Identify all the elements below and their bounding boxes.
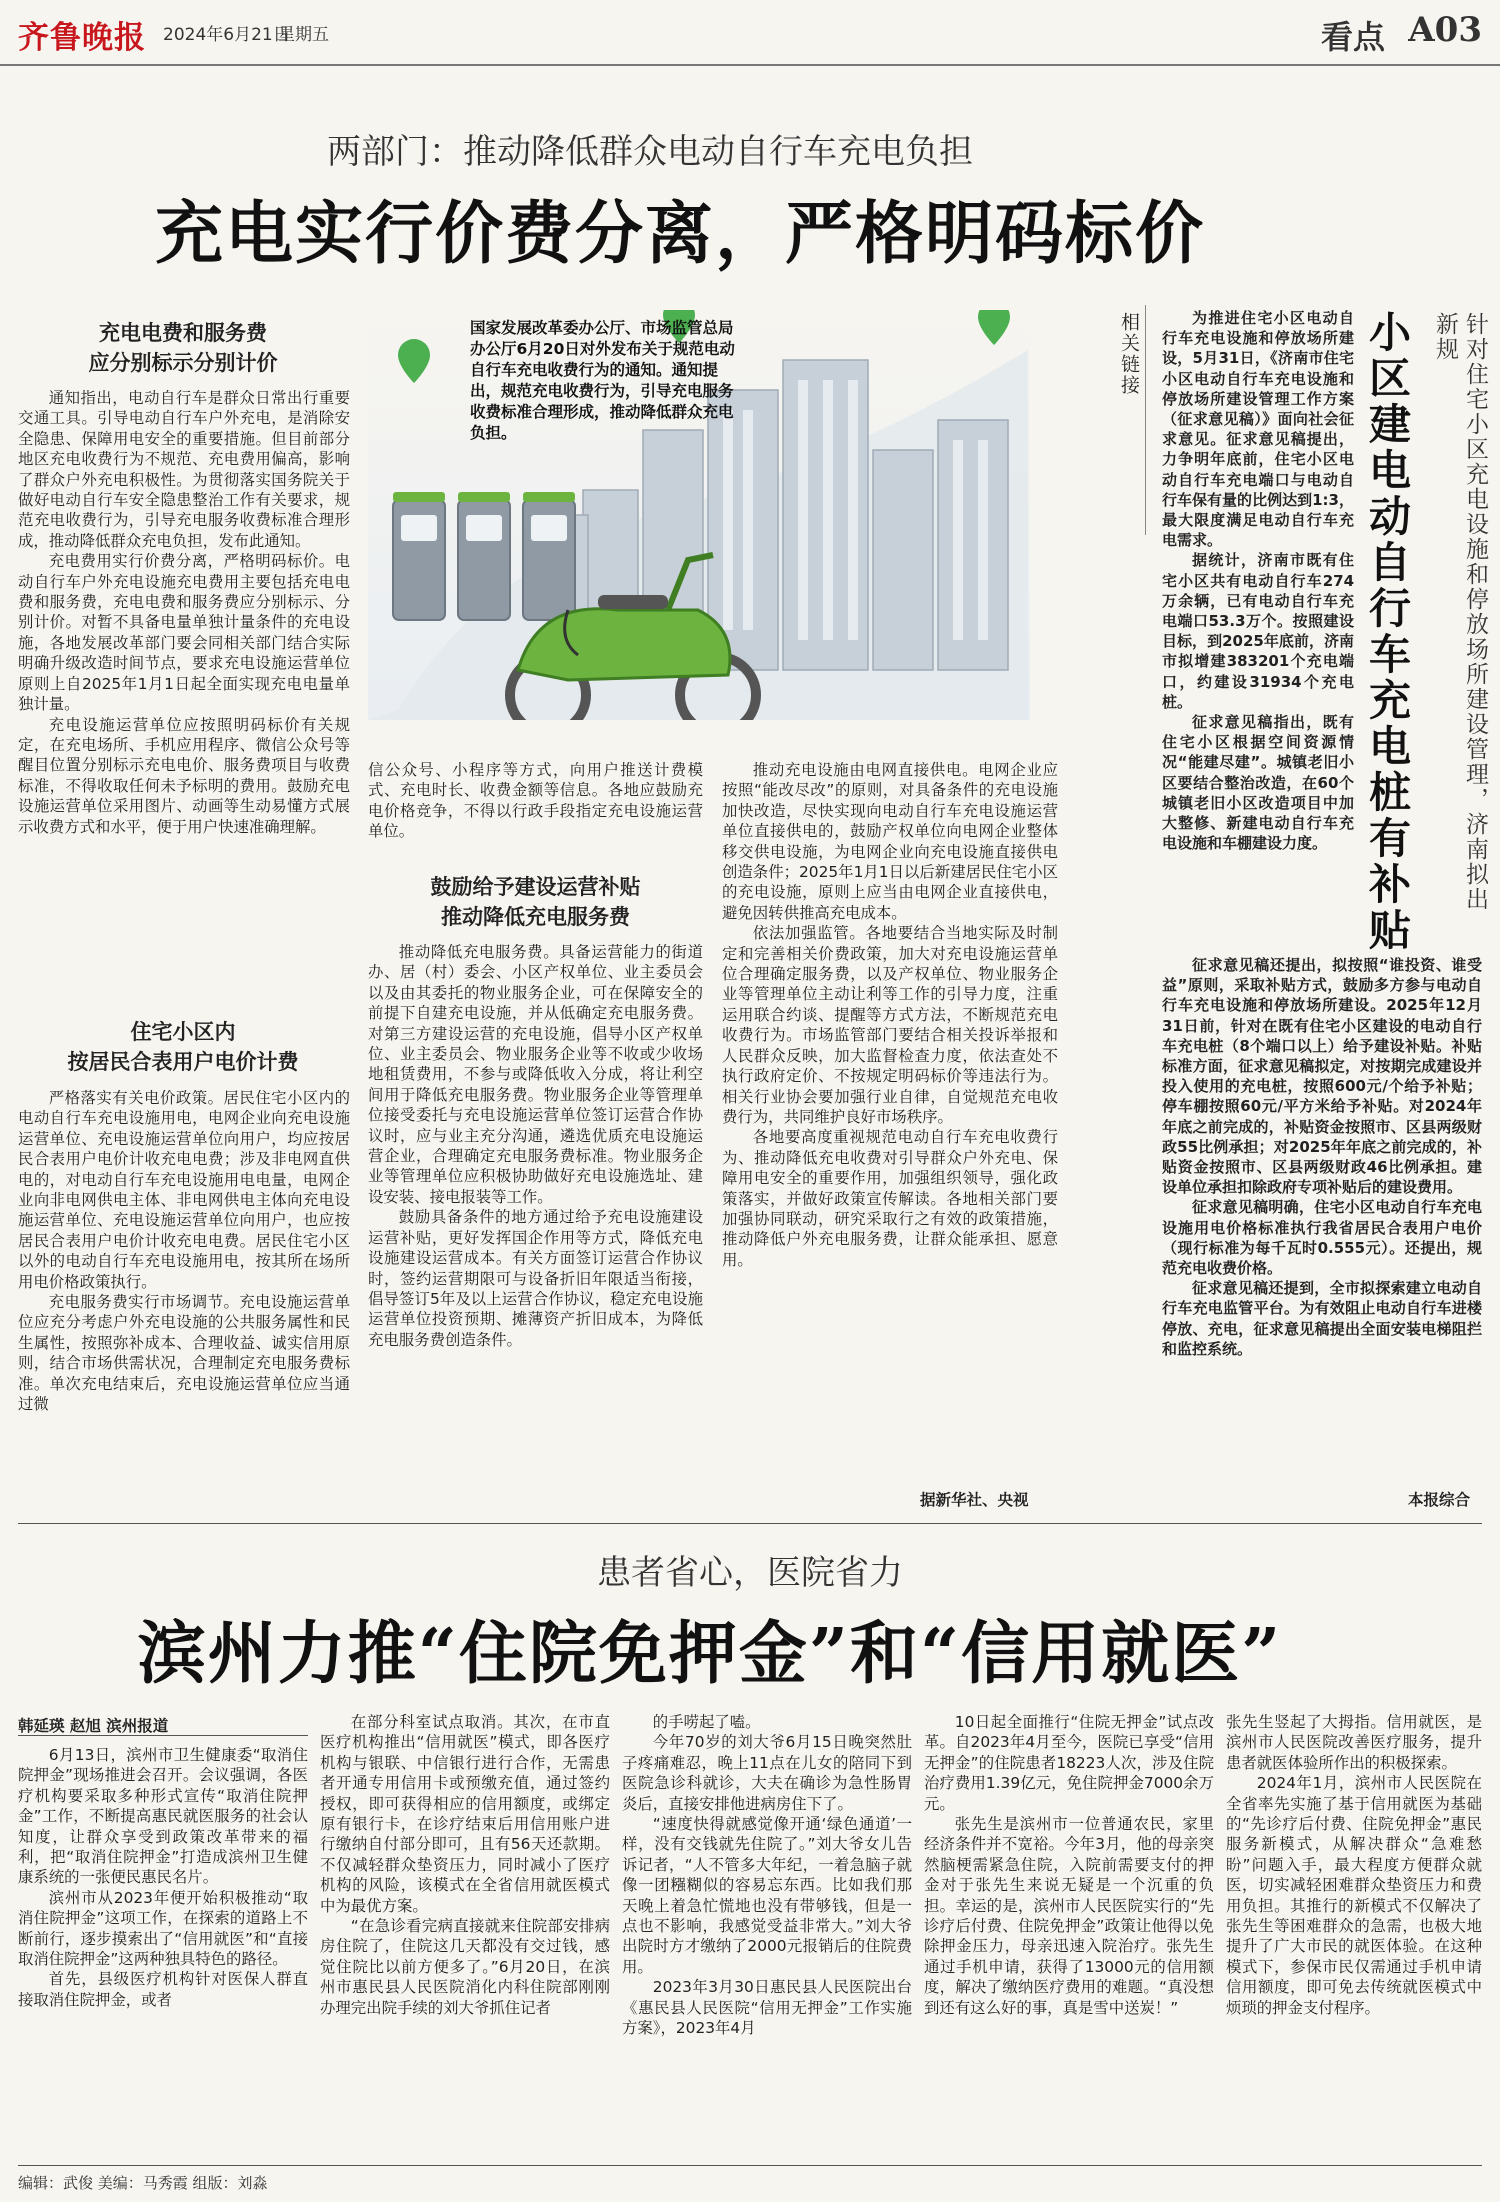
paragraph: 在部分科室试点取消。其次，在市直医疗机构推出“信用就医”模式，即各医疗机构与银联、中信银行进行合作，无需患者开通专用信用卡或预缴充值，通过签约授权，即可获得相应的信用额度，或绑定原有银行卡，在诊疗结束后用信用账户进行缴纳自付部分即可，且有56天还款期。不仅减轻群众垫资压力，同时减小了医疗机构的风险，该模式在全省信用就医模式中为最优方案。: [320, 1713, 610, 1915]
paragraph: 滨州市从2023年便开始积极推动“取消住院押金”这项工作，在探索的道路上不断前行，逐步摸索出了“信用就医”和“直接取消住院押金”这两种独具特色的路径。: [18, 1888, 308, 1969]
newspaper-logo: 齐鲁晚报: [18, 20, 146, 56]
article1-subhead-1: 充电电费和服务费 应分别标示分别计价: [88, 320, 278, 375]
article2-byline: 韩延瑛 赵旭 滨州报道: [18, 1717, 169, 1735]
sidebar-byline: 本报综合: [1408, 1491, 1471, 1509]
paragraph: 推动降低充电服务费。具备运营能力的街道办、居（村）委会、小区产权单位、业主委员会以及由其委托的物业服务企业，可在保障安全的前提下自建充电设施，并从低确定充电服务费。对第三方建设运营的充电设施，倡导小区产权单位、业主委员会、物业服务企业等不收或少收场地租赁费用，不参与或降低收入分成，将让利空间用于降低充电服务费。物业服务企业等管理单位接受委托与充电设施运营单位签订运营合作协议时，应与业主充分沟通，遴选优质充电设施运营企业，合理确定充电服务费标准。物业服务企业等管理单位应积极协助做好充电设施选址、建设安装、接电报装等工作。: [368, 943, 703, 1206]
paragraph: 充电费用实行价费分离，严格明码标价。电动自行车户外充电设施充电费用主要包括充电电费和服务费，充电电费和服务费应分别标示、分别计价。对暂不具备电量单独计量条件的充电设施，各地发展改革部门要会同相关部门结合实际明确升级改造时间节点，要求充电设施运营单位原则上自2025年1月1日起全面实现充电电量单独计量。: [18, 552, 350, 714]
paragraph: 充电服务费实行市场调节。充电设施运营单位应充分考虑户外充电设施的公共服务属性和民生属性，按照弥补成本、合理收益、诚实信用原则，结合市场供需状况，合理制定充电服务费标准。单次充电结束后，充电设施运营单位应当通过微: [18, 1293, 350, 1414]
article2-headline: 滨州力推“住院免押金”和“信用就医”: [137, 1614, 1283, 1694]
paragraph: 征求意见稿还提出，拟按照“谁投资、谁受益”原则，采取补贴方式，鼓励多方参与电动自行车充电设施和停放场所建设。2025年12月31日前，针对在既有住宅小区建设的电动自行车充电桩（8个端口以上）给予建设补贴。补贴标准方面，征求意见稿拟定，对按期完成建设并投入使用的充电桩，按照600元/个给予补贴；停车棚按照60元/平方米给予补贴。对2024年年底之前完成的，补贴资金按照市、区县两级财政55比例承担；对2025年年底之前完成的，补贴资金按照市、区县两级财政46比例承担。建设单位承担扣除政府专项补贴后的建设费用。: [1162, 956, 1482, 1197]
paragraph: 2023年3月30日惠民县人民医院出台《惠民县人民医院“信用无押金”工作实施方案》，2023年4月: [622, 1978, 912, 2038]
paragraph: 10日起全面推行“住院无押金”试点改革。自2023年4月至今，医院已享受“信用无押金”的住院患者18223人次，涉及住院治疗费用1.39亿元，免住院押金7000余万元。: [924, 1713, 1214, 1813]
article2-col1: [18, 1745, 308, 2155]
article1-headline: 充电实行价费分离，严格明码标价: [154, 194, 1205, 274]
section-name: 看点: [1320, 18, 1385, 56]
paragraph: 的手唠起了嗑。: [652, 1713, 761, 1731]
article1-col2-a: [368, 760, 703, 860]
issue-weekday: 星期五: [278, 25, 329, 45]
paragraph: “在急诊看完病直接就来住院部安排病房住院了，住院这几天都没有交过钱，感觉住院比以前方便多了。”6月20日，在滨州市惠民县人民医院消化内科住院部刚刚办理完出院手续的刘大爷抓住记者: [320, 1917, 610, 2017]
article2-col3: [622, 1712, 912, 2155]
sidebar-headline: 小区建电动自行车充电桩有补贴: [1363, 310, 1412, 954]
sidebar-col-a: [1162, 308, 1354, 948]
paragraph: 征求意见稿还提到，全市拟探索建立电动自行车充电监管平台。为有效阻止电动自行车进楼停放、充电，征求意见稿提出全面安装电梯阻拦和监控系统。: [1162, 1279, 1482, 1358]
sidebar-subhead: 针对住宅小区充电设施和停放场所建设管理，济南拟出新规: [1432, 312, 1488, 912]
paragraph: 据统计，济南市既有住宅小区共有电动自行车274万余辆，已有电动自行车充电端口53.3万个。按照建设目标，到2025年底前，济南市拟增建383201个充电端口，约建设31934个充电桩。: [1162, 551, 1354, 711]
page-number: A03: [1408, 10, 1482, 50]
article1-col1-b: [18, 1088, 350, 1513]
paragraph: 征求意见稿明确，住宅小区电动自行车充电设施用电价格标准执行我省居民合表用户电价（现行标准为每千瓦时0.555元）。还提出，规范充电收费价格。: [1162, 1198, 1482, 1278]
article1-subhead-3: 鼓励给予建设运营补贴 推动降低充电服务费: [430, 874, 641, 929]
paragraph: 张先生是滨州市一位普通农民，家里经济条件并不宽裕。今年3月，他的母亲突然脑梗需紧急住院，入院前需要支付的押金对于张先生来说无疑是一个沉重的负担。幸运的是，滨州市人民医院实行的“先诊疗后付费、住院免押金”政策让他得以免除押金压力，母亲迅速入院治疗。张先生通过手机申请，获得了13000元的信用额度，解决了缴纳医疗费用的难题。“真没想到还有这么好的事，真是雪中送炭！”: [924, 1815, 1214, 2017]
article1-col1-a: [18, 388, 350, 998]
paragraph: 信公众号、小程序等方式，向用户推送计费模式、充电时长、收费金额等信息。各地应鼓励充电价格竞争，不得以行政手段指定充电设施运营单位。: [368, 761, 703, 841]
section-divider: [18, 1523, 1482, 1524]
article2-kicker: 患者省心，医院省力: [597, 1553, 903, 1593]
article1-col3: [722, 760, 1058, 1485]
paragraph: 充电设施运营单位应按照明码标价有关规定，在充电场所、手机应用程序、微信公众号等醒目位置分别标示充电电价、服务费项目与收费标准，不得收取任何未予标明的费用。鼓励充电设施运营单位采用图片、动画等生动易懂方式展示收费方式和水平，便于用户快速准确理解。: [18, 715, 350, 836]
paragraph: 2024年1月，滨州市人民医院在全省率先实施了基于信用就医为基础的“先诊疗后付费、住院免押金”惠民服务新模式，从解决群众“急难愁盼”问题入手，最大程度方便群众就医，切实减轻困难群众垫资压力和费用负担。其推行的新模式不仅解决了张先生等困难群众的急需，也极大地提升了广大市民的就医体验。在这种模式下，参保市民仅需通过手机申请信用额度，即可免去传统就医模式中烦琐的押金支付程序。: [1226, 1774, 1482, 2017]
article1-kicker: 两部门：推动降低群众电动自行车充电负担: [327, 132, 973, 172]
paragraph: 张先生竖起了大拇指。信用就医，是滨州市人民医院改善医疗服务，提升患者就医体验所作出的积极探索。: [1226, 1713, 1482, 1772]
byline-rule: [18, 1735, 308, 1736]
masthead: [0, 0, 1500, 66]
paragraph: 各地要高度重视规范电动自行车充电收费行为、推动降低充电收费对引导群众户外充电、保障用电安全的重要作用，加强组织领导，强化政策落实，并做好政策宣传解读。各地相关部门要加强协同联动，研究采取行之有效的政策措施，推动降低户外充电服务费，让群众能承担、愿意用。: [722, 1128, 1058, 1269]
footer-rule: [18, 2165, 1482, 2166]
sidebar-divider: [1145, 305, 1146, 535]
paragraph: 为推进住宅小区电动自行车充电设施和停放场所建设，5月31日，《济南市住宅小区电动自行车充电设施和停放场所建设管理工作方案（征求意见稿）》面向社会征求意见。征求意见稿提出，力争明年底前，住宅小区电动自行车充电端口与电动自行车保有量的比例达到1:3，最大限度满足电动自行车充电需求。: [1162, 309, 1354, 550]
paragraph: 征求意见稿指出，既有住宅小区根据空间资源情况“能建尽建”。城镇老旧小区要结合整治改造，在60个城镇老旧小区改造项目中加大整修、新建电动自行车充电设施和车棚建设力度。: [1162, 713, 1354, 853]
paragraph: 今年70岁的刘大爷6月15日晚突然肚子疼痛难忍，晚上11点在儿女的陪同下到医院急诊科就诊，大夫在确诊为急性肠胃炎后，直接安排他进病房住下了。: [622, 1733, 912, 1813]
sidebar-col-b: [1162, 955, 1482, 1485]
paragraph: 6月13日，滨州市卫生健康委“取消住院押金”现场推进会召开。会议强调，各医疗机构要采取多种形式宣传“取消住院押金”工作，不断提高惠民就医服务的社会认知度，让群众享受到政策改革带来的福利，把“取消住院押金”打造成滨州卫生健康系统的一张便民惠民名片。: [18, 1746, 308, 1887]
article1-byline: 据新华社、央视: [920, 1491, 1029, 1509]
paragraph: 通知指出，电动自行车是群众日常出行重要交通工具。引导电动自行车户外充电，是消除安全隐患、保障用电安全的重要措施。但目前部分地区充电收费行为不规范、充电费用偏高，影响了群众户外充电积极性。为贯彻落实国务院关于做好电动自行车安全隐患整治工作有关要求，规范充电收费行为，引导充电服务收费标准合理形成，推动降低群众充电负担，发布此通知。: [18, 389, 350, 550]
article1-col2-b: [368, 942, 703, 1517]
paragraph: 依法加强监管。各地要结合当地实际及时制定和完善相关价费政策，加大对充电设施运营单位合理确定服务费，以及产权单位、物业服务企业等管理单位主动让利等工作的引导力度，注重运用联合约谈、提醒等方式方法，不断规范充电收费行为。市场监管部门要结合相关投诉举报和人民群众反映，加大监督检查力度，依法查处不执行政府定价、不按规定明码标价等违法行为。相关行业协会要加强行业自律，自觉规范充电收费行为，共同维护良好市场秩序。: [722, 924, 1058, 1126]
paragraph: 严格落实有关电价政策。居民住宅小区内的电动自行车充电设施用电，电网企业向充电设施运营单位、充电设施运营单位向用户，均应按居民合表用户电价计收充电电费；涉及非电网直供电的，对电动自行车充电设施用电电量，电网企业向非电网供电主体、非电网供电主体向充电设施运营单位、充电设施运营单位向用户，也应按居民合表用户电价计收充电电费。居民住宅小区以外的电动自行车充电设施用电，按其所在场所用电价格政策执行。: [18, 1089, 350, 1291]
article2-col5: [1226, 1712, 1482, 2155]
page-credits: 编辑：武俊 美编：马秀霞 组版：刘淼: [18, 2174, 268, 2192]
article2-col4: [924, 1712, 1214, 2155]
paragraph: 鼓励具备条件的地方通过给予充电设施建设运营补贴，更好发挥国企作用等方式，降低充电设施建设运营成本。有关方面签订运营合作协议时，签约运营期限可与设备折旧年限适当衔接，倡导签订5年及以上运营合作协议，稳定充电设施运营单位投资预期、摊薄资产折旧成本，为降低充电服务费创造条件。: [368, 1208, 703, 1349]
related-link-label: 相关链接: [1118, 312, 1140, 396]
article1-summary: 国家发展改革委办公厅、市场监管总局办公厅6月20日对外发布关于规范电动自行车充电收费行为的通知。通知提出，规范充电收费行为，引导充电服务收费标准合理形成，推动降低群众充电负担。: [470, 319, 735, 442]
paragraph: 推动充电设施由电网直接供电。电网企业应按照“能改尽改”的原则，对具备条件的充电设施加快改造，尽快实现向电动自行车充电设施运营单位直接供电的，鼓励产权单位向电网企业整体移交供电设施，为电网企业向充电设施直接供电创造条件；2025年1月1日以后新建居民住宅小区的充电设施，原则上应当由电网企业直接供电，避免因转供推高充电成本。: [722, 761, 1058, 922]
paragraph: “速度快得就感觉像开通‘绿色通道’一样，没有交钱就先住院了。”刘大爷女儿告诉记者，“人不管多大年纪，一着急脑子就像一团糨糊似的容易忘东西。比如我们那天晚上着急忙慌地也没有带够钱，但是一点也不影响，我感觉受益非常大。”刘大爷出院时方才缴纳了2000元报销后的住院费用。: [622, 1815, 912, 1976]
issue-date: 2024年6月21日: [163, 25, 290, 45]
article2-col2: [320, 1712, 610, 2155]
article1-subhead-2: 住宅小区内 按居民合表用户电价计费: [67, 1019, 299, 1074]
paragraph: 首先，县级医疗机构针对医保人群直接取消住院押金，或者: [18, 1970, 308, 2009]
